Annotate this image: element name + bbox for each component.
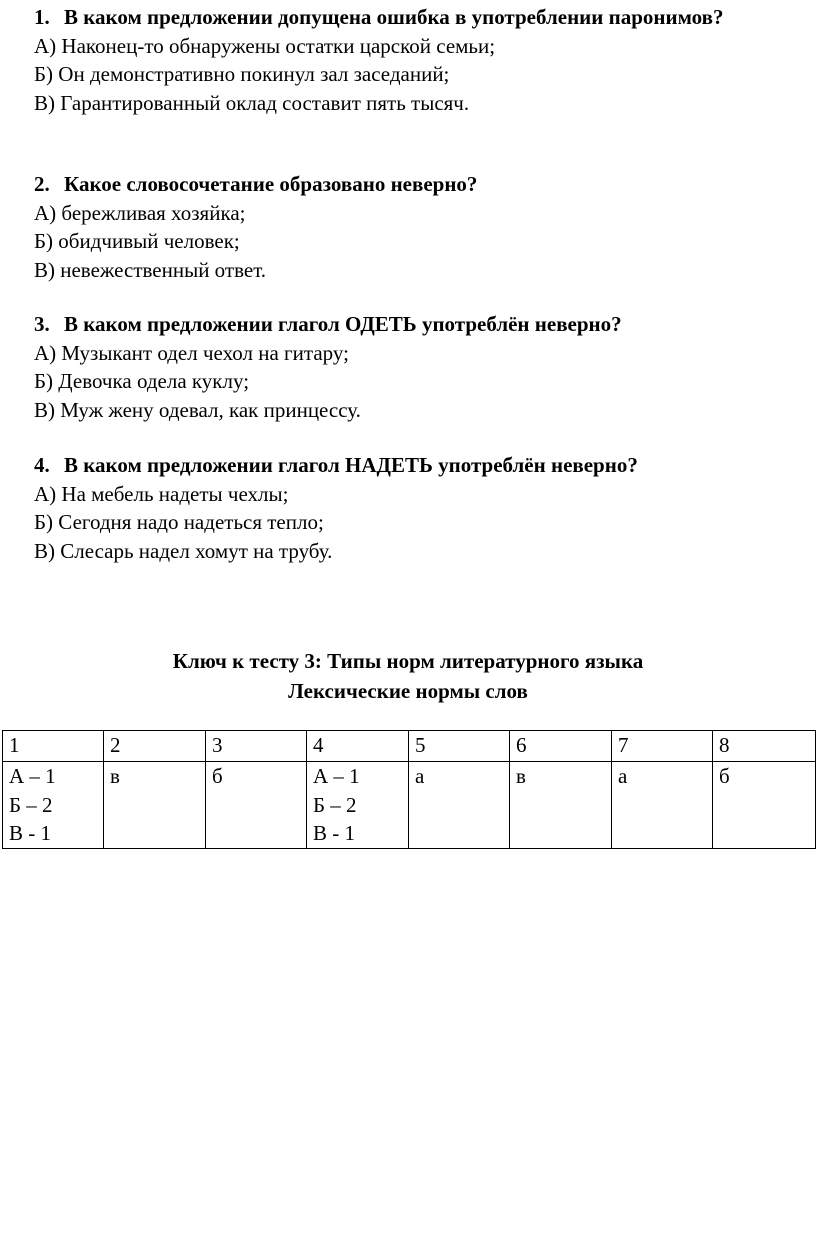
table-header-cell: 7 (612, 731, 713, 762)
table-answer-row (3, 762, 816, 849)
answer-line: Б – 2 (9, 792, 53, 817)
key-subtitle: Лексические нормы слов (288, 679, 528, 703)
table-header-cell: 1 (3, 731, 104, 762)
table-answer-cell (3, 762, 104, 849)
answer-option: В) Слесарь надел хомут на трубу. (34, 538, 333, 563)
question-title (0, 310, 816, 339)
table-header-cell: 3 (206, 731, 307, 762)
answer-line: А – 1 (313, 764, 360, 788)
answer-option: Б) обидчивый человек; (34, 229, 240, 253)
question-4 (0, 451, 816, 565)
answer-line: в (110, 764, 120, 788)
answer-option: Б) Он демонстративно покинул зал заседаний; (34, 62, 450, 86)
question-title (0, 3, 816, 32)
question-text: В каком предложении допущена ошибка в употреблении паронимов? (64, 5, 724, 29)
table-answer-cell (307, 762, 409, 849)
question-text: В каком предложении глагол НАДЕТЬ употреблён неверно? (64, 453, 638, 477)
answer-line: Б – 2 (313, 792, 357, 817)
table-header-row (3, 731, 816, 762)
table-answer-cell (713, 762, 816, 849)
table-header-cell: 2 (104, 731, 206, 762)
answer-line: В - 1 (313, 821, 355, 845)
answer-line: в (516, 764, 526, 788)
table-header-cell: 8 (713, 731, 816, 762)
answer-option: В) Муж жену одевал, как принцессу. (34, 397, 361, 422)
answer-key-table (2, 730, 816, 849)
question-number: 3. (34, 312, 50, 336)
answer-line: В - 1 (9, 821, 51, 845)
table-header-cell: 4 (307, 731, 409, 762)
answer-option: Б) Девочка одела куклу; (34, 369, 250, 393)
answer-option: А) Музыкант одел чехол на гитару; (34, 340, 349, 365)
question-number: 2. (34, 172, 50, 196)
answer-option: А) бережливая хозяйка; (34, 200, 246, 225)
answer-option: А) На мебель надеты чехлы; (34, 481, 289, 506)
table-header-cell: 6 (510, 731, 612, 762)
table-answer-cell (409, 762, 510, 849)
question-2 (0, 170, 816, 284)
answer-line: б (719, 764, 730, 788)
question-number: 1. (34, 5, 50, 29)
question-1 (0, 3, 816, 117)
answer-option: В) невежественный ответ. (34, 257, 267, 282)
table-header-cell: 5 (409, 731, 510, 762)
answer-option: Б) Сегодня надо надеться тепло; (34, 510, 324, 534)
question-number: 4. (34, 453, 50, 477)
answer-line: а (618, 764, 628, 788)
answer-line: а (415, 764, 425, 788)
table-answer-cell (104, 762, 206, 849)
answer-option: В) Гарантированный оклад составит пять тысяч. (34, 90, 470, 115)
table-answer-cell (612, 762, 713, 849)
question-text: В каком предложении глагол ОДЕТЬ употреблён неверно? (64, 312, 622, 336)
question-3 (0, 310, 816, 424)
table-answer-cell (510, 762, 612, 849)
question-title (0, 170, 816, 199)
answer-line: б (212, 764, 223, 788)
answer-option: А) Наконец-то обнаружены остатки царской семьи; (34, 33, 496, 58)
question-title (0, 451, 816, 480)
answer-line: А – 1 (9, 764, 56, 788)
table-answer-cell (206, 762, 307, 849)
key-title: Ключ к тесту 3: Типы норм литературного языка (172, 649, 644, 673)
question-text: Какое словосочетание образовано неверно? (64, 172, 478, 196)
